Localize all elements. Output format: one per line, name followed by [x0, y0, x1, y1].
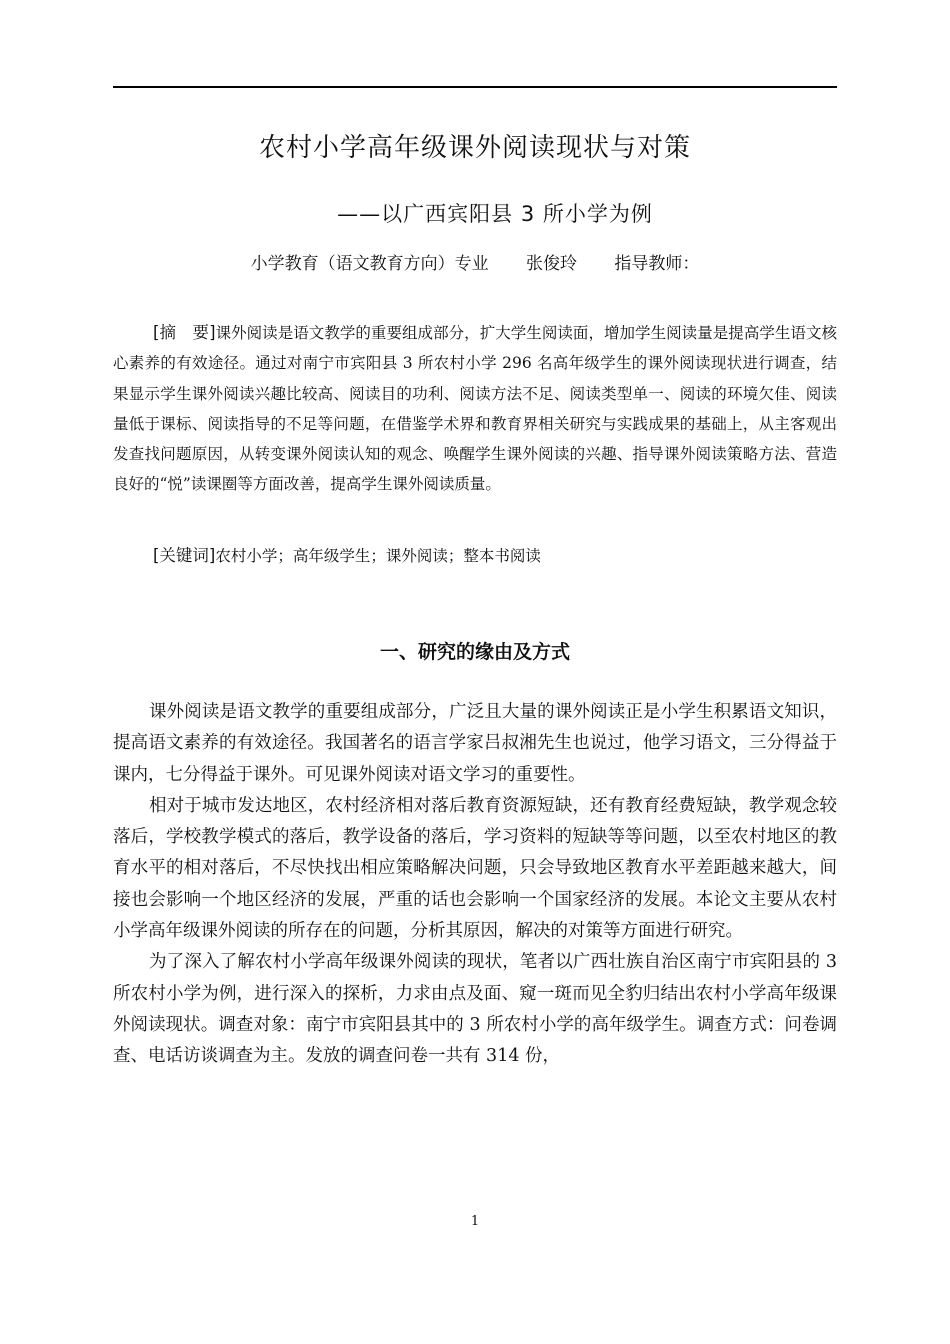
paper-subtitle: ——以广西宾阳县 3 所小学为例: [337, 202, 653, 226]
header-rule: [113, 86, 837, 88]
body-paragraph: 相对于城市发达地区，农村经济相对落后教育资源短缺，还有教育经费短缺，教学观念较落后，学校教学模式的落后，教学设备的落后，学习资料的短缺等等问题，以至农村地区的教育水平的相对落后，不尽快找出相应策略解决问题，只会导致地区教育水平差距越来越大，间接也会影响一个地区经济的发展，严重的话也会影响一个国家经济的发展。本论文主要从农村小学高年级课外阅读的所存在的问题，分析其原因，解决的对策等方面进行研究。: [113, 795, 837, 942]
body-paragraph: 课外阅读是语文教学的重要组成部分，广泛且大量的课外阅读正是小学生积累语文知识，提高语文素养的有效途径。我国著名的语言学家吕叔湘先生也说过，他学习语文，三分得益于课内，七分得益于课外。可见课外阅读对语文学习的重要性。: [113, 702, 837, 785]
keywords-label: [关键词]: [153, 546, 216, 565]
body-paragraph: 为了深入了解农村小学高年级课外阅读的现状，笔者以广西壮族自治区南宁市宾阳县的 3 所农村小学为例，进行深入的探析，力求由点及面、窥一斑而见全豹归结出农村小学高年级课外阅读现状。调查对象：南宁市宾阳县其中的 3 所农村小学的高年级学生。调查方式：问卷调查、电话访谈调查为主。发放的调查问卷一共有 314 份，: [113, 952, 837, 1067]
author-major: 小学教育（语文教育方向）专业: [250, 254, 489, 274]
byline: [113, 249, 837, 274]
page-number: 1: [470, 1214, 480, 1229]
keywords: [113, 541, 837, 571]
abstract-text: 课外阅读是语文教学的重要组成部分，扩大学生阅读面，增加学生阅读量是提高学生语文核心素养的有效途径。通过对南宁市宾阳县 3 所农村小学 296 名高年级学生的课外阅读现状进行调查，结果显示学生课外阅读兴趣比较高、阅读目的功利、阅读方法不足、阅读类型单一、阅读的环境欠佳、阅读量低于课标、阅读指导的不足等问题，在借鉴学术界和教育界相关研究与实践成果的基础上，从主客观出发查找问题原因，从转变课外阅读认知的观念、唤醒学生课外阅读的兴趣、指导课外阅读策略方法、营造良好的“悦”读课圈等方面改善，提高学生课外阅读质量。: [113, 324, 837, 494]
abstract: [113, 318, 837, 500]
keywords-text: 农村小学；高年级学生；课外阅读；整本书阅读: [215, 547, 541, 565]
section-heading: 一、研究的缘由及方式: [379, 641, 570, 663]
section-body: [113, 697, 837, 1073]
advisor-label: 指导教师：: [614, 254, 700, 274]
abstract-label: [摘 要]: [153, 323, 216, 342]
paper-title: 农村小学高年级课外阅读现状与对策: [258, 133, 691, 163]
author-name: 张俊玲: [526, 254, 577, 274]
